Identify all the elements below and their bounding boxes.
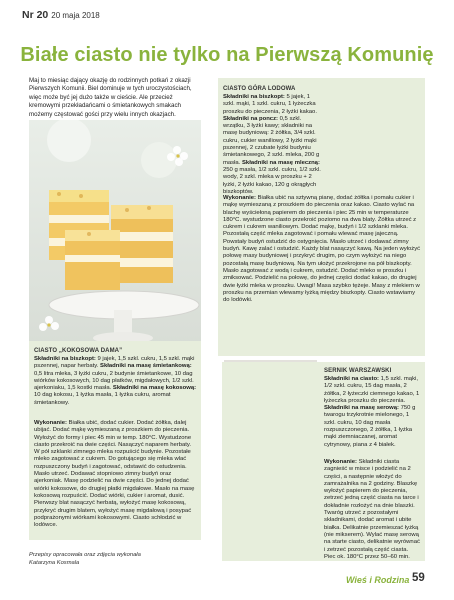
article-intro: Maj to miesiąc dający okazję do rodzinnych potkań z okazji Pierwszych Komunii. Biel dominuje w tych uroczystościach, więc może być jej dużo także w cieście. Ale przecież kremowymi przekładańcami o śmietankowych smakach możemy częstować gości przy wielu innych okazjach.: [29, 77, 192, 118]
recipe-steps-kokos: Wykonanie: Białka ubić, dodać cukier. Dodać żółtka, dalej ubijać. Dodać mąkę wymieszaną z proszkiem do pieczenia. Wyłożyć do formy i piec 45 min w temp. 180°C. Wystudzone ciasto przekroić na dwie części. Nasączyć naparem herbaty. W pół szklanki zimnego mleka rozpuścić budynie. Pozostałe mleko zagotować z cukrem. Do gotującego się mleka wlać rozpuszczony budyń i zagotować, odstawić do ostudzenia. Masło utrzeć. Dodawać stopniowo zimny budyń oraz ajerkoniak. Masę podzielić na dwie części. Do jednej dodać wiórki kokosowe, do drugiej płatki migdałowe. Masło na masę kokosową rozpuścić. Dodać wiórki, cukier i aromat, dusić. Pierwszy blat nasączyć herbatą, wyłożyć masę kokosową, przykryć drugim blatem, wyłożyć masę migdałową i posypać podprażonymi wiórkami kokosowymi. Ciasto schłodzić w lodówce.: [34, 420, 195, 529]
issue-date: 20 maja 2018: [51, 11, 100, 20]
recipe-ingredients-sernik: Składniki na ciasto: 1,5 szkl. mąki, 1/2 szkl. cukru, 15 dag masła, 2 żółtka, 2 łyżeczki ciemnego kakao, 1 łyżeczka proszku do pieczenia. Składniki na masę serową: 750 g twarogu trzykrotnie mielonego, 1 szkl. cukru, 10 dag masła rozpuszczonego, 2 żółtka, 1 łyżka mąki ziemniaczanej, aromat cytrynowy, piana z 4 białek.: [324, 376, 420, 448]
recipe-title-lodowa: CIASTO GÓRA LODOWA: [223, 86, 296, 92]
recipe-ingredients-kokos: Składniki na biszkopt: 9 jajek, 1,5 szkl. cukru, 1,5 szkl. mąki pszennej, napar herbaty. Składniki na masę śmietankową: 0,5 litra mleka, 3 łyżki cukru, 2 budynie śmietankowe, 10 dag wiórków kokosowych, 10 dag płatków, migdałowych, 1/2 szkl. ajerkoniaku, 1,5 kostki masła. Składniki na masę kokosową: 10 dag kokosu, 1 łyżka masła, 1 łyżka cukru, aromat śmietankowy.: [34, 356, 197, 406]
article-title: Białe ciasto nie tylko na Pierwszą Komunię: [20, 44, 434, 66]
recipe-title-kokos: CIASTO „KOKOSOWA DAMA”: [34, 348, 123, 354]
photo-credit: [29, 552, 179, 567]
magazine-brand: Wieś i Rodzina: [346, 575, 410, 585]
page-number: 59: [412, 572, 425, 584]
recipe-title-sernik: SERNIK WARSZAWSKI: [324, 368, 392, 374]
recipe-ingredients-lodowa: Składniki na biszkopt: 5 jajek, 1 szkl. mąki, 1 szkl. cukru, 1 łyżeczka proszku do pieczenia, 2 łyżki kakao. Składniki na poncz: 0,5 szkl. wrzątku, 3 łyżki kawy; składniki na masę budyniową: 2 żółtka, 3/4 szkl. cukru, cukier waniliowy, 2 łyżki mąki pszennej, 2 czubate łyżki budyniu śmietankowego, 2 szkl. mleka, 200 g masła. Składniki na masę mleczną: 250 g masła, 1/2 szkl. cukru, 1/2 szkl. wody, 2 szkl. mleka w proszku + 2 łyżki, 2 łyżki kakao, 120 g okrągłych biszkoptów.: [223, 94, 321, 195]
cake-photo-kokosowa: [29, 120, 201, 345]
credit-line-1: Przepisy opracowała oraz zdjęcia wykonała: [29, 552, 141, 558]
issue-number: Nr 20: [22, 9, 49, 21]
recipe-steps-lodowa: Wykonanie: Białka ubić na sztywną pianę, dodać żółtka i pomału cukier i mąkę wymieszaną z proszkiem do pieczenia oraz kakao. Ciasto wylać na blachę wyściełoną papierem do pieczenia i piec 25 min w temperaturze 180°C. wystudzone ciasto przekroić poziomo na dwa blaty. Żółtka utrzeć z cukrem i cukrem waniliowym. Dodać mąkę, budyń i 1/2 szklanki mleka. Pozostałą część mleka zagotować i pomału wlewać masę jajeczną. Powstały budyń ostudzić do ostygnięcia. Masło utrzeć i dodawać zimny budyń. Kawę zalać i ostudzić. Każdy blat nasączyć kawą. Na jeden wyłożyć połowę masy budyniowej i przykryć drugim, po czym wyłożyć na niego pozostałą masę budyniową. Na tym ułożyć przekrojone na pół biszkopty. Masło zagotować z wodą i cukrem, ostudzić. Dodać mleko w proszku i zmiksować. Podzielić na połowę, do jednej części dodać kakao, do drugiej dwie łyżki mleka w proszku. Uwagi! Masa szybko tężeje. Masy z mlekiem w proszku na przemian wlewamy łyżką między biszkopty. Ciasto wstawiamy do lodówki.: [223, 195, 421, 304]
credit-line-2: Katarzyna Kosmala: [29, 559, 80, 566]
issue-header: [22, 9, 100, 21]
recipe-steps-sernik: Wykonanie: Składniki ciasta zagnieść w misce i podzielić na 2 części, a następnie włożyć do zamrażalnika na 2 godziny. Blaszkę wyłożyć papierem do pieczenia, zetrzeć jedną część ciasta na tarce i dokładnie rozłożyć na dnie blaszki. Twaróg utrzeć z pozostałymi składnikami, dodać aromat i ubite białka. Delikatnie przemieszać łyżką (nie mikserem). Wylać masę serową na starte ciasto, delikatnie wyrównać i zetrzeć pozostałą część ciasta. Piec ok. 180°C przez 50–60 min.: [324, 459, 420, 560]
